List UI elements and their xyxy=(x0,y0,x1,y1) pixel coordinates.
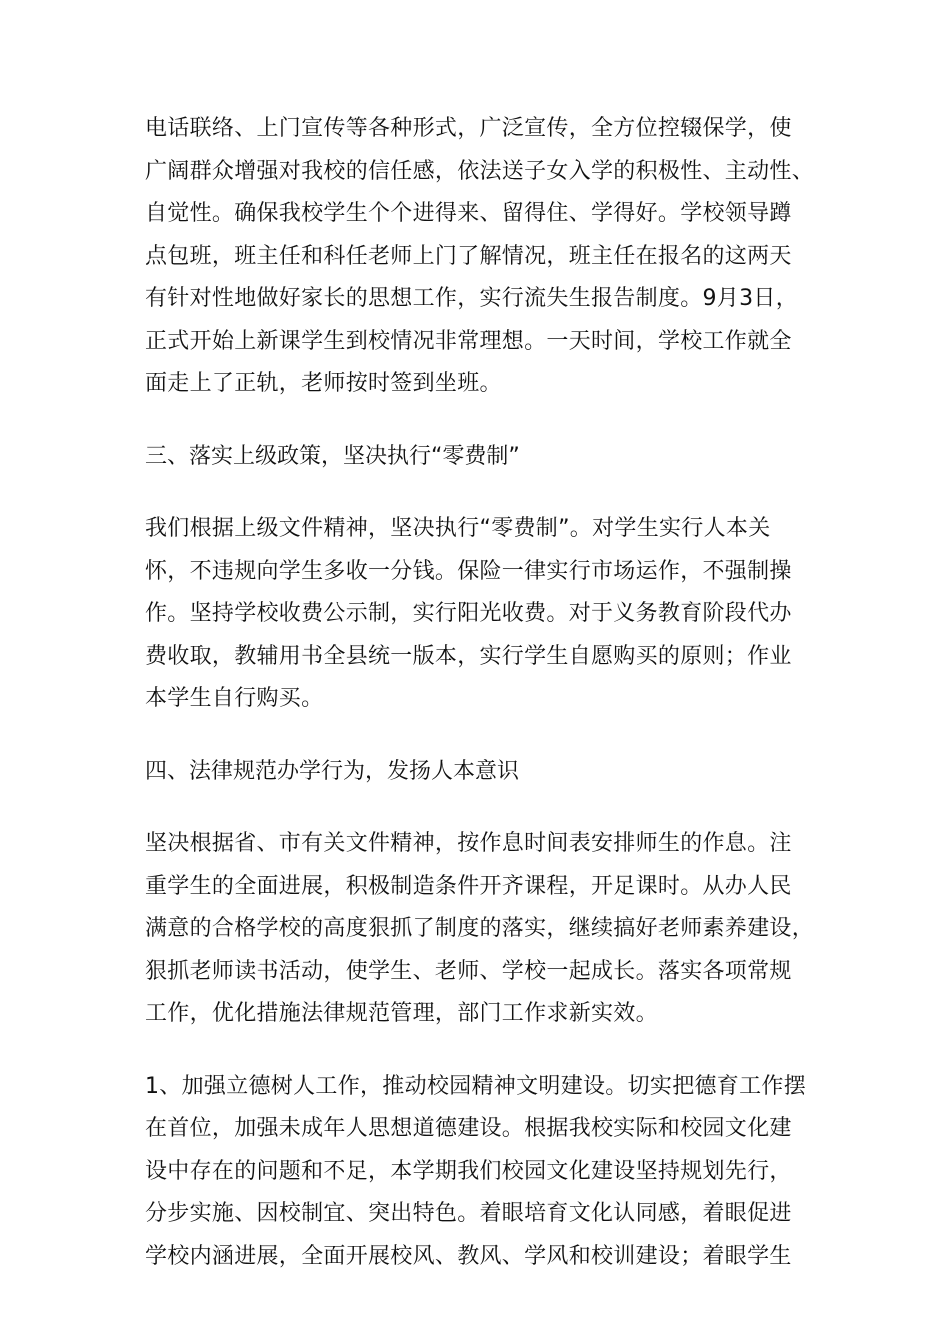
text-line: 分步实施、因校制宜、突出特色。着眼培育文化认同感，着眼促进 xyxy=(145,1201,792,1226)
document-page xyxy=(145,108,815,1278)
text-line: 作。坚持学校收费公示制，实行阳光收费。对于义务教育阶段代办 xyxy=(145,601,792,626)
text-line: 广阔群众增强对我校的信任感，依法送子女入学的积极性、主动性、 xyxy=(145,158,815,184)
text-line: 在首位，加强未成年人思想道德建设。根据我校实际和校园文化建 xyxy=(145,1116,792,1141)
paragraph-regulation xyxy=(145,823,815,1036)
text-line: 有针对性地做好家长的思想工作，实行流失生报告制度。9月3日， xyxy=(145,286,798,311)
text-line: 怀，不违规向学生多收一分钱。保险一律实行市场运作，不强制操 xyxy=(145,558,792,584)
text-line: 我们根据上级文件精神，坚决执行“零费制”。对学生实行人本关 xyxy=(145,516,771,541)
text-line: 学校内涵进展，全面开展校风、教风、学风和校训建设；着眼学生 xyxy=(145,1243,792,1269)
paragraph-moral-education xyxy=(145,1066,815,1279)
paragraph-outreach xyxy=(145,108,815,406)
text-line: 点包班，班主任和科任老师上门了解情况，班主任在报名的这两天 xyxy=(145,243,792,269)
text-line: 自觉性。确保我校学生个个进得来、留得住、学得好。学校领导蹲 xyxy=(145,201,792,226)
text-line: 费收取，教辅用书全县统一版本，实行学生自愿购买的原则；作业 xyxy=(145,643,792,669)
text-line: 面走上了正轨，老师按时签到坐班。 xyxy=(145,371,502,396)
text-line: 1、加强立德树人工作，推动校园精神文明建设。切实把德育工作摆 xyxy=(145,1073,806,1099)
section-heading-3: 三、落实上级政策，坚决执行“零费制” xyxy=(145,443,520,469)
text-line: 本学生自行购买。 xyxy=(145,686,324,711)
text-line: 坚决根据省、市有关文件精神，按作息时间表安排师生的作息。注 xyxy=(145,831,792,856)
section-heading-4: 四、法律规范办学行为，发扬人本意识 xyxy=(145,758,520,784)
text-line: 设中存在的问题和不足，本学期我们校园文化建设坚持规划先行， xyxy=(145,1158,792,1184)
text-line: 满意的合格学校的高度狠抓了制度的落实，继续搞好老师素养建设， xyxy=(145,916,815,941)
text-line: 工作，优化措施法律规范管理，部门工作求新实效。 xyxy=(145,1001,658,1026)
paragraph-zero-fee xyxy=(145,508,815,721)
text-line: 重学生的全面进展，积极制造条件开齐课程，开足课时。从办人民 xyxy=(145,873,792,899)
text-line: 电话联络、上门宣传等各种形式，广泛宣传，全方位控辍保学，使 xyxy=(145,116,792,141)
text-line: 狠抓老师读书活动，使学生、老师、学校一起成长。落实各项常规 xyxy=(145,958,792,984)
text-line: 正式开始上新课学生到校情况非常理想。一天时间，学校工作就全 xyxy=(145,328,792,354)
